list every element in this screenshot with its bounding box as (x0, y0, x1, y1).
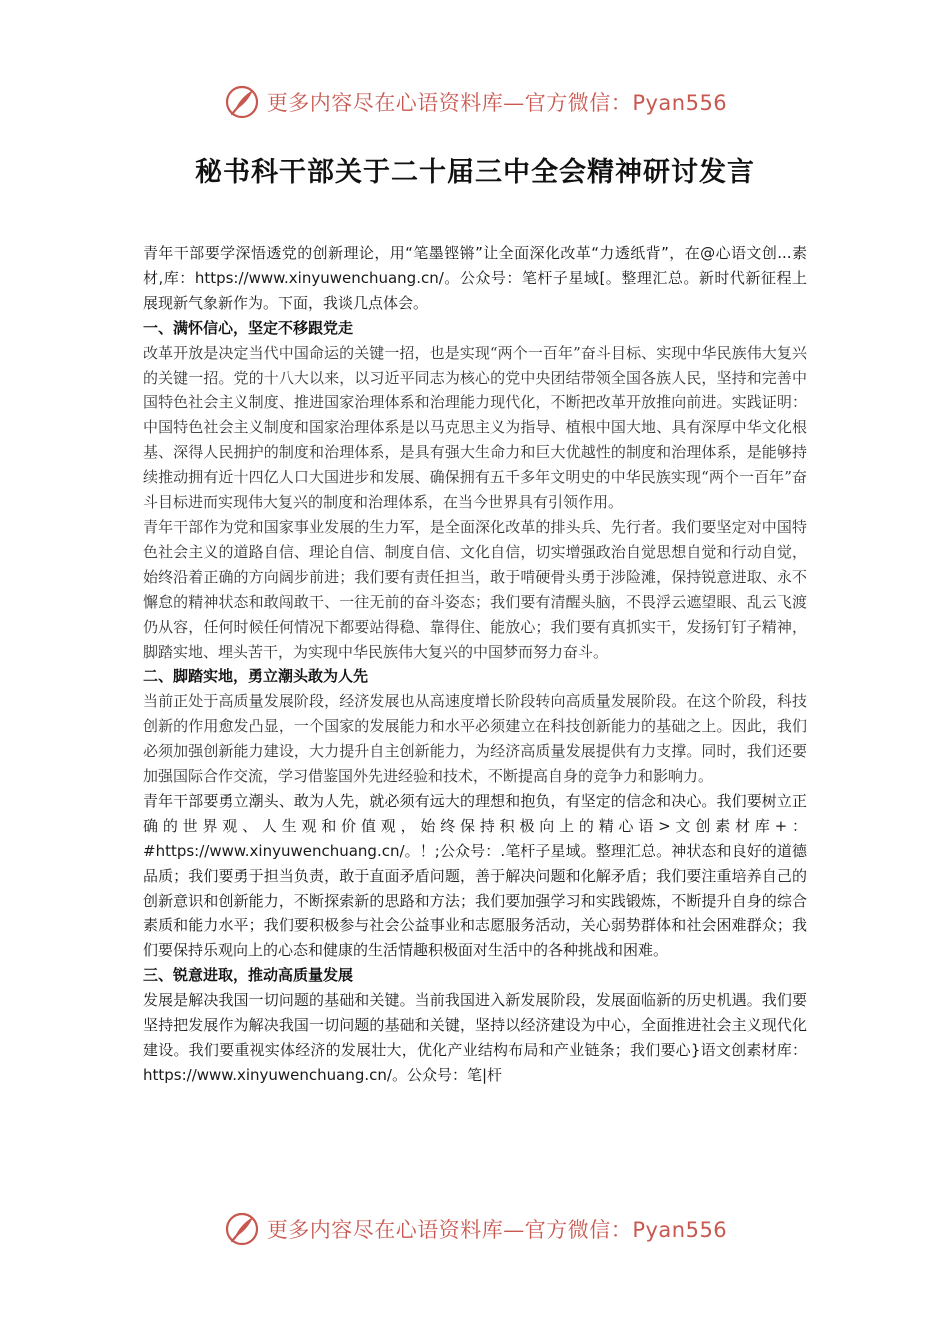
section-1-paragraph-2: 青年干部作为党和国家事业发展的生力军，是全面深化改革的排头兵、先行者。我们要坚定对中国特色社会主义的道路自信、理论自信、制度自信、文化自信，切实增强政治自觉思想自觉和行动自觉，始终沿着正确的方向阔步前进；我们要有责任担当，敢于啃硬骨头勇于涉险滩，保持锐意进取、永不懈怠的精神状态和敢闯敢干、一往无前的奋斗姿态；我们要有清醒头脑，不畏浮云遮望眼、乱云飞渡仍从容，任何时候任何情况下都要站得稳、靠得住、能放心；我们要有真抓实干，发扬钉钉子精神，脚踏实地、埋头苦干，为实现中华民族伟大复兴的中国梦而努力奋斗。 (143, 517, 807, 661)
wechat-id: Pyan556 (632, 91, 728, 115)
banner-text: 更多内容尽在心语资料库—官方微信：Pyan556 (266, 91, 728, 115)
quill-logo-icon (223, 1210, 261, 1248)
wechat-id: Pyan556 (632, 1218, 728, 1242)
header-banner (0, 80, 950, 124)
document-title: 秘书科干部关于二十届三中全会精神研讨发言 (195, 157, 755, 188)
quill-logo-icon (223, 83, 261, 121)
section-2-paragraph-1: 当前正处于高质量发展阶段，经济发展也从高速度增长阶段转向高质量发展阶段。在这个阶段，科技创新的作用愈发凸显，一个国家的发展能力和水平必须建立在科技创新能力的基础之上。因此，我们必须加强创新能力建设，大力提升自主创新能力，为经济高质量发展提供有力支撑。同时，我们还要加强国际合作交流，学习借鉴国外先进经验和技术，不断提高自身的竞争力和影响力。 (143, 692, 807, 786)
section-3-heading: 三、锐意进取，推动高质量发展 (143, 966, 354, 985)
section-2-paragraph-2: 青年干部要勇立潮头、敢为人先，就必须有远大的理想和抱负，有坚定的信念和决心。我们要树立正确的世界观、人生观和价值观，始终保持积极向上的精心语>文创素材库+：#https://www.xinyuwenchuang.cn/。！;公众号：.笔杆子星域。整理汇总。神状态和良好的道德品质；我们要勇于担当负责，敢于直面矛盾问题，善于解决问题和化解矛盾；我们要注重培养自己的创新意识和创新能力，不断探索新的思路和方法；我们要加强学习和实践锻炼，不断提升自身的综合素质和能力水平；我们要积极参与社会公益事业和志愿服务活动，关心弱势群体和社会困难群众；我们要保持乐观向上的心态和健康的生活情趣积极面对生活中的各种挑战和困难。 (143, 791, 807, 960)
section-1-paragraph-1: 改革开放是决定当代中国命运的关键一招，也是实现“两个一百年”奋斗目标、实现中华民族伟大复兴的关键一招。党的十八大以来，以习近平同志为核心的党中央团结带领全国各族人民，坚持和完善中国特色社会主义制度、推进国家治理体系和治理能力现代化，不断把改革开放推向前进。实践证明：中国特色社会主义制度和国家治理体系是以马克思主义为指导、植根中国大地、具有深厚中华文化根基、深得人民拥护的制度和治理体系，是具有强大生命力和巨大优越性的制度和治理体系，是能够持续推动拥有近十四亿人口大国进步和发展、确保拥有五千多年文明史的中华民族实现“两个一百年”奋斗目标进而实现伟大复兴的制度和治理体系，在当今世界具有引领作用。 (143, 343, 807, 512)
intro-paragraph: 青年干部要学深悟透党的创新理论，用“笔墨铿锵”让全面深化改革“力透纸背”，在@心语文创...素材,库：https://www.xinyuwenchuang.cn/。公众号：笔杆子星域[。整理汇总。新时代新征程上展现新气象新作为。下面，我谈几点体会。 (143, 244, 807, 312)
banner-text: 更多内容尽在心语资料库—官方微信：Pyan556 (266, 1218, 728, 1242)
section-1-heading: 一、满怀信心，坚定不移跟党走 (143, 318, 354, 337)
document-body (143, 241, 807, 1088)
footer-banner (0, 1207, 950, 1251)
section-2-heading: 二、脚踏实地，勇立潮头敢为人先 (143, 667, 369, 686)
section-3-paragraph-1: 发展是解决我国一切问题的基础和关键。当前我国进入新发展阶段，发展面临新的历史机遇。我们要坚持把发展作为解决我国一切问题的基础和关键，坚持以经济建设为中心，全面推进社会主义现代化建设。我们要重视实体经济的发展壮大，优化产业结构布局和产业链条；我们要心}语文创素材库：https://www.xinyuwenchuang.cn/。公众号：笔|杆 (143, 991, 807, 1084)
